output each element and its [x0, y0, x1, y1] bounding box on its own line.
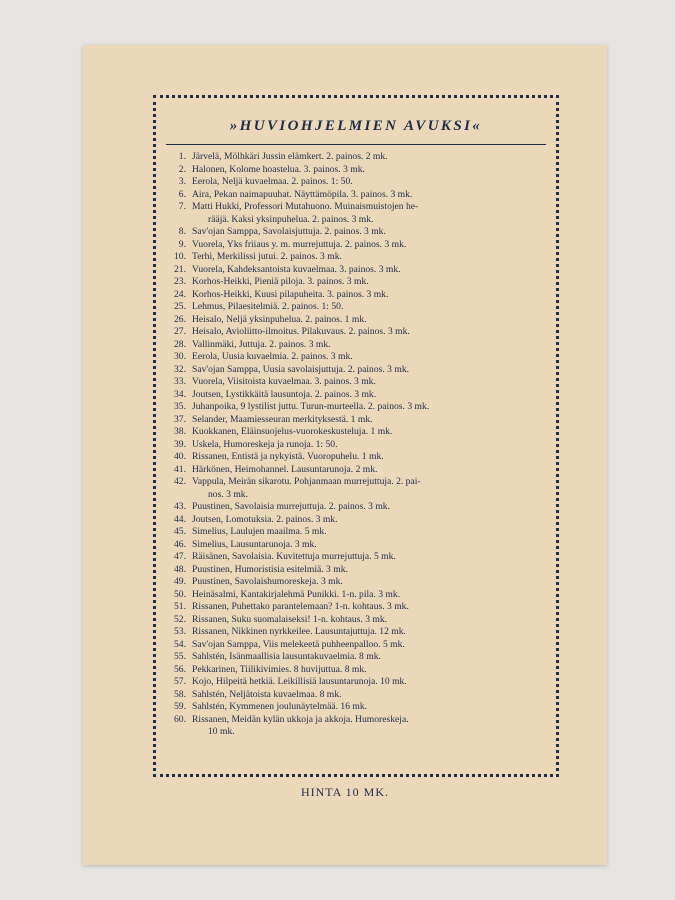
list-item-number: 52. — [174, 613, 186, 625]
list-item — [156, 189, 556, 202]
list-item-text: Sahlstén, Isänmaallisia lausuntakuvaelmia. 8 mk. — [192, 651, 381, 662]
list-item-number: 26. — [174, 313, 186, 325]
list-item-text: Juhanpoika, 9 lystilist juttu. Turun-murteella. 2. painos. 3 mk. — [192, 401, 430, 412]
list-item-text: Rissanen, Suku suomalaiseksi! 1-n. kohtaus. 3 mk. — [192, 613, 388, 625]
list-item — [156, 626, 556, 639]
list-item-text: Heinäsalmi, Kantakirjalehmä Punikki. 1-n. pila. 3 mk. — [192, 588, 401, 600]
list-item-number: 51. — [174, 601, 186, 612]
list-item-text: Joutsen, Lystikkäitä lausuntoja. 2. painos. 3 mk. — [192, 388, 377, 400]
list-item-number: 56. — [174, 663, 186, 675]
list-item-number: 9. — [178, 238, 186, 250]
list-item-text: Vallinmäki, Juttuja. 2. painos. 3 mk. — [192, 338, 331, 350]
list-item-number: 32. — [174, 363, 186, 375]
list-item-number: 25. — [174, 301, 186, 312]
list-item — [156, 464, 556, 477]
list-item-number: 44. — [174, 513, 186, 525]
list-item-number: 48. — [174, 563, 186, 575]
list-item-text: Sahlstén, Neljätoista kuvaelmaa. 8 mk. — [192, 688, 342, 700]
list-item-number: 34. — [174, 388, 186, 400]
list-item — [156, 276, 556, 289]
list-item-number: 55. — [174, 651, 186, 662]
list-item — [156, 264, 556, 277]
list-item — [156, 201, 556, 214]
list-item — [156, 426, 556, 439]
list-item-text: Rissanen, Meidän kylän ukkoja ja akkoja. Humoreskeja. — [192, 713, 409, 725]
list-item-text: Terhi, Merkilissi jutui. 2. painos. 3 mk. — [192, 251, 342, 262]
list-item — [156, 164, 556, 177]
list-item-text: Sahlstén, Kymmenen joulunäytelmää. 16 mk. — [192, 701, 368, 712]
list-item-text: Vappula, Meirän sikarotu. Pohjanmaan murrejuttuja. 2. pai- — [192, 476, 421, 487]
list-item — [156, 439, 556, 452]
list-item-text: Uskela, Humoreskeja ja runoja. 1: 50. — [192, 438, 338, 450]
list-item-text: Matti Hukki, Professori Mutahuono. Muinaismuistojen he- — [192, 201, 419, 212]
list-item-text: Heisalo, Avioliitto-ilmoitus. Pilakuvaus. 2. painos. 3 mk. — [192, 326, 410, 337]
list-item-number: 37. — [174, 413, 186, 425]
list-item — [156, 701, 556, 714]
list-item — [156, 414, 556, 427]
list-item-number: 39. — [174, 438, 186, 450]
list-item-number: 6. — [178, 188, 186, 200]
list-item-text: Korhos-Heikki, Kuusi pilapuheita. 3. painos. 3 mk. — [192, 288, 389, 300]
list-item-number: 33. — [174, 376, 186, 387]
list-item — [156, 551, 556, 564]
list-item-text: Selander, Maamiesseuran merkityksestä. 1 mk. — [192, 413, 373, 425]
list-item — [156, 689, 556, 702]
list-item-text: Rissanen, Entistä ja nykyistä. Vuoropuhelu. 1 mk. — [192, 451, 384, 462]
list-item-text: Puustinen, Humoristisia esitelmiä. 3 mk. — [192, 563, 348, 575]
list-item — [156, 151, 556, 164]
list-item-number: 7. — [178, 201, 186, 212]
list-item-text: Räisänen, Savolaisia. Kuvitettuja murrejuttuja. 5 mk. — [192, 551, 396, 562]
list-item-text: Aira, Pekan naimapuuhat. Näyttämöpila. 3. painos. 3 mk. — [192, 188, 413, 200]
list-item-number: 35. — [174, 401, 186, 412]
list-item-text: Lehmus, Pilaesitelmiä. 2. painos. 1: 50. — [192, 301, 344, 312]
title-list — [156, 151, 556, 739]
list-item-text: rääjä. Kaksi yksinpuhelua. 2. painos. 3 mk. — [208, 213, 374, 225]
list-item-text: Puustinen, Savolaishumoreskeja. 3 mk. — [192, 576, 343, 587]
list-item — [156, 364, 556, 377]
title-rule — [166, 144, 546, 145]
list-item-text: Pekkarinen, Tiilikivimies. 8 huvijuttua. 8 mk. — [192, 663, 367, 675]
list-item — [156, 389, 556, 402]
list-item — [156, 176, 556, 189]
list-item-text: Eerola, Uusia kuvaelmia. 2. painos. 3 mk. — [192, 351, 353, 362]
list-item-text: Vuorela, Kahdeksantoista kuvaelmaa. 3. painos. 3 mk. — [192, 263, 401, 275]
list-item-text: Puustinen, Savolaisia murrejuttuja. 2. painos. 3 mk. — [192, 501, 390, 512]
list-item-number: 42. — [174, 476, 186, 487]
list-item — [156, 239, 556, 252]
list-item — [156, 314, 556, 327]
list-item — [156, 226, 556, 239]
list-item — [156, 651, 556, 664]
book-back-cover — [83, 45, 607, 865]
list-item-number: 53. — [174, 626, 186, 637]
list-item-text: 10 mk. — [208, 726, 235, 737]
list-item-number: 50. — [174, 588, 186, 600]
list-item — [156, 714, 556, 727]
list-item-number: 38. — [174, 426, 186, 437]
list-item-text: Vuorela, Yks friiaus y. m. murrejuttuja. 2. painos. 3 mk. — [192, 238, 407, 250]
list-item — [156, 326, 556, 339]
list-item-text: Rissanen, Puhettako parantelemaan? 1-n. kohtaus. 3 mk. — [192, 601, 409, 612]
list-item-text: Kojo, Hilpeitä hetkiä. Leikillisiä lausuntarunoja. 10 mk. — [192, 676, 407, 687]
list-item-number: 3. — [178, 176, 186, 187]
list-item-number: 28. — [174, 338, 186, 350]
list-item-number: 45. — [174, 526, 186, 537]
list-item-text: Härkönen, Heimohannel. Lausuntarunoja. 2 mk. — [192, 463, 378, 475]
list-item — [156, 401, 556, 414]
list-item-text: Simelius, Lausuntarunoja. 3 mk. — [192, 538, 317, 550]
list-item-number: 57. — [174, 676, 186, 687]
list-item — [156, 489, 556, 502]
list-item — [156, 514, 556, 527]
list-item — [156, 501, 556, 514]
list-item — [156, 339, 556, 352]
list-item — [156, 564, 556, 577]
list-item-number: 21. — [174, 263, 186, 275]
list-item-number: 23. — [174, 276, 186, 287]
list-item — [156, 289, 556, 302]
list-item-number: 59. — [174, 701, 186, 712]
list-item-number: 2. — [178, 163, 186, 175]
list-item — [156, 351, 556, 364]
list-item-number: 1. — [178, 151, 186, 162]
list-item-text: Kuokkanen, Eläinsuojelus-vuorokeskusteluja. 1 mk. — [192, 426, 393, 437]
list-item-text: nos. 3 mk. — [208, 488, 248, 500]
list-item-number: 30. — [174, 351, 186, 362]
list-item-number: 43. — [174, 501, 186, 512]
list-item — [156, 301, 556, 314]
list-item-text: Sav'ojan Samppa, Savolaisjuttuja. 2. painos. 3 mk. — [192, 226, 386, 237]
list-item-number: 54. — [174, 638, 186, 650]
list-item-text: Vuorela, Viisitoista kuvaelmaa. 3. painos. 3 mk. — [192, 376, 376, 387]
list-item — [156, 664, 556, 677]
list-item — [156, 451, 556, 464]
list-item-text: Eerola, Neljä kuvaelmaa. 2. painos. 1: 50. — [192, 176, 353, 187]
list-item — [156, 726, 556, 739]
list-item-text: Halonen, Kolome hoastelua. 3. painos. 3 mk. — [192, 163, 365, 175]
list-item — [156, 614, 556, 627]
list-item — [156, 214, 556, 227]
list-item-text: Järvelä, Mölhkäri Jussin elämkert. 2. painos. 2 mk. — [192, 151, 388, 162]
list-item-text: Heisalo, Neljä yksinpuhelua. 2. painos. 1 mk. — [192, 313, 367, 325]
list-item-number: 8. — [178, 226, 186, 237]
list-item — [156, 676, 556, 689]
list-item-text: Simelius, Laulujen maailma. 5 mk. — [192, 526, 327, 537]
list-item — [156, 539, 556, 552]
list-item-number: 41. — [174, 463, 186, 475]
price-label: HINTA 10 MK. — [300, 785, 390, 799]
list-item-number: 47. — [174, 551, 186, 562]
list-item-number: 49. — [174, 576, 186, 587]
list-item-number: 24. — [174, 288, 186, 300]
list-item — [156, 476, 556, 489]
list-item — [156, 576, 556, 589]
list-item-number: 10. — [174, 251, 186, 262]
list-item-text: Korhos-Heikki, Pieniä piloja. 3. painos. 3 mk. — [192, 276, 369, 287]
list-item — [156, 639, 556, 652]
list-item-number: 46. — [174, 538, 186, 550]
list-item-number: 60. — [174, 713, 186, 725]
series-title: »HUVIOHJELMIEN AVUKSI« — [229, 118, 483, 134]
list-item — [156, 601, 556, 614]
list-item-text: Joutsen, Lomotuksia. 2. painos. 3 mk. — [192, 513, 338, 525]
list-item-number: 40. — [174, 451, 186, 462]
dotted-frame — [153, 95, 559, 777]
list-item — [156, 589, 556, 602]
list-item — [156, 526, 556, 539]
list-item-text: Rissanen, Nikkinen nyrkkeilee. Lausuntajuttuja. 12 mk. — [192, 626, 406, 637]
list-item-number: 58. — [174, 688, 186, 700]
list-item — [156, 376, 556, 389]
list-item-text: Sav'ojan Samppa, Uusia savolaisjuttuja. 2. painos. 3 mk. — [192, 363, 410, 375]
list-item — [156, 251, 556, 264]
list-item-number: 27. — [174, 326, 186, 337]
list-item-text: Sav'ojan Samppa, Viis melekeetä puhheenpalloo. 5 mk. — [192, 638, 405, 650]
